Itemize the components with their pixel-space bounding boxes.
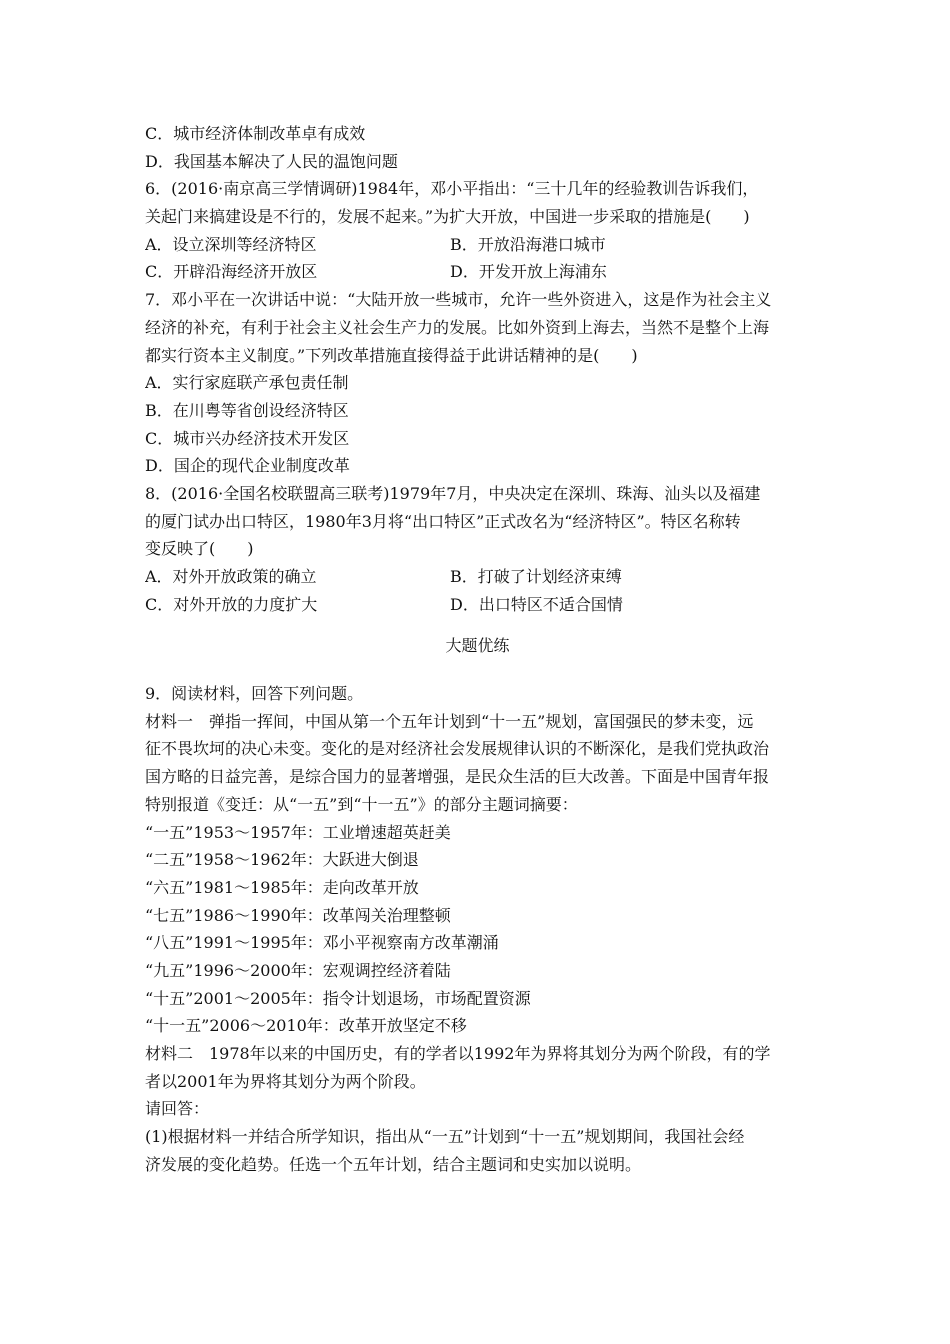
q6-option-c: C．开辟沿海经济开放区 (145, 262, 318, 282)
q6-stem-line: 关起门来搞建设是不行的，发展不起来。”为扩大开放，中国进一步采取的措施是( ) (145, 207, 750, 227)
q8-option-b: B．打破了计划经济束缚 (450, 567, 622, 586)
q9-plan-item: “一五”1953～1957年：工业增速超英赶美 (145, 822, 451, 842)
document-page (145, 120, 810, 1178)
q5-option-c: C．城市经济体制改革卓有成效 (145, 124, 366, 143)
q9-plan-item: “二五”1958～1962年：大跃进大倒退 (145, 850, 419, 870)
q9-material2-line: 者以2001年为界将其划分为两个阶段。 (145, 1071, 426, 1091)
q6-option-a: A．设立深圳等经济特区 (145, 234, 317, 254)
q8-option-d: D．出口特区不适合国情 (450, 594, 623, 614)
q9-material2-line: 材料二 1978年以来的中国历史，有的学者以1992年为界将其划分为两个阶段，有的学 (145, 1044, 771, 1063)
q9-plan-item: “十五”2001～2005年：指令计划退场，市场配置资源 (145, 988, 531, 1008)
q9-material1-line: 国方略的日益完善，是综合国力的显著增强，是民众生活的巨大改善。下面是中国青年报 (145, 767, 770, 787)
q9-material1-line: 征不畏坎坷的决心未变。变化的是对经济社会发展规律认识的不断深化，是我们党执政治 (145, 739, 770, 759)
q9-sub1-line: (1)根据材料一并结合所学知识，指出从“一五”计划到“十一五”规划期间，我国社会经 (145, 1127, 745, 1147)
q6-options-row (145, 258, 810, 286)
q7-stem-line: 都实行资本主义制度。”下列改革措施直接得益于此讲话精神的是( ) (145, 345, 638, 365)
q7-stem-line: 经济的补充，有利于社会主义社会生产力的发展。比如外资到上海去，当然不是整个上海 (145, 317, 770, 337)
q9-plan-item: “六五”1981～1985年：走向改革开放 (145, 877, 419, 897)
q9-intro: 9．阅读材料，回答下列问题。 (145, 684, 364, 704)
q8-stem-line: 8．(2016·全国名校联盟高三联考)1979年7月，中央决定在深圳、珠海、汕头以及福建 (145, 483, 761, 503)
q7-option: C．城市兴办经济技术开发区 (145, 428, 350, 448)
q6-stem-line: 6．(2016·南京高三学情调研)1984年，邓小平指出：“三十几年的经验教训告诉我们， (145, 179, 759, 199)
section-title: 大题优练 (445, 636, 510, 656)
q6-option-d: D．开发开放上海浦东 (450, 262, 607, 282)
q8-options-row (145, 563, 810, 591)
q9-sub1-line: 济发展的变化趋势。任选一个五年计划，结合主题词和史实加以说明。 (145, 1154, 642, 1174)
q9-material1-line: 特别报道《变迁：从“一五”到“十一五”》的部分主题词摘要： (145, 794, 578, 814)
q9-plan-item: “七五”1986～1990年：改革闯关治理整顿 (145, 905, 451, 925)
q7-option: B．在川粤等省创设经济特区 (145, 400, 349, 420)
q7-option: D．国企的现代企业制度改革 (145, 456, 350, 476)
q5-option-d: D．我国基本解决了人民的温饱问题 (145, 151, 398, 171)
q9-plan-item: “九五”1996～2000年：宏观调控经济着陆 (145, 960, 451, 980)
q8-stem-line: 变反映了( ) (145, 539, 254, 559)
q8-options-row (145, 591, 810, 619)
q8-option-c: C．对外开放的力度扩大 (145, 594, 318, 614)
q9-plan-item: “八五”1991～1995年：邓小平视察南方改革潮涌 (145, 933, 499, 953)
q6-options-row (145, 231, 810, 259)
q9-answer-prompt: 请回答： (145, 1099, 210, 1119)
q7-option: A．实行家庭联产承包责任制 (145, 373, 349, 393)
q8-option-a: A．对外开放政策的确立 (145, 567, 317, 586)
q9-material1-line: 材料一 弹指一挥间，中国从第一个五年计划到“十一五”规划，富国强民的梦未变，远 (145, 711, 754, 731)
q8-stem-line: 的厦门试办出口特区，1980年3月将“出口特区”正式改名为“经济特区”。特区名称转 (145, 511, 741, 531)
q7-stem-line: 7．邓小平在一次讲话中说：“大陆开放一些城市，允许一些外资进入，这是作为社会主义 (145, 290, 772, 310)
q9-plan-item: “十一五”2006～2010年：改革开放坚定不移 (145, 1016, 467, 1036)
q6-option-b: B．开放沿海港口城市 (450, 234, 606, 254)
